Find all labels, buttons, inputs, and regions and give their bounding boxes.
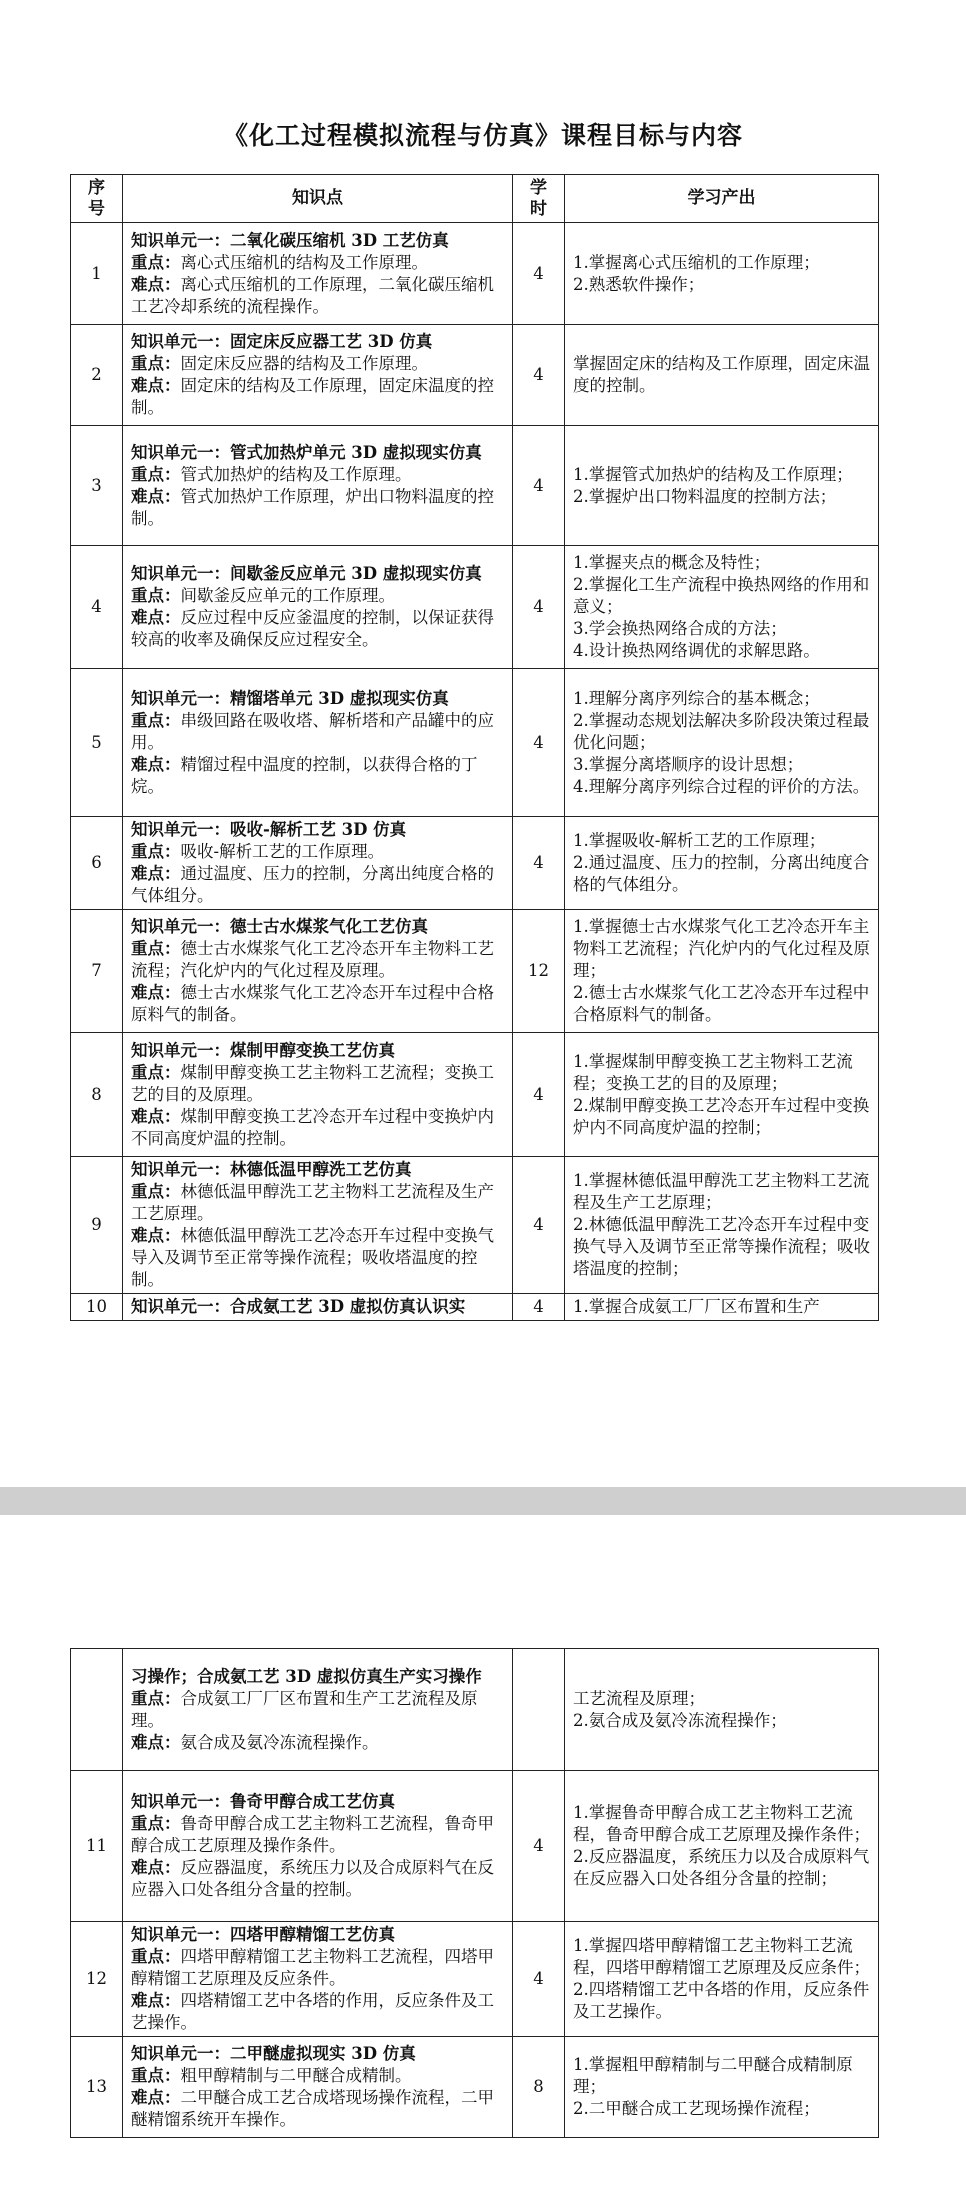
hours-cell: 4 bbox=[513, 426, 565, 546]
header-knowledge: 知识点 bbox=[123, 175, 513, 223]
output-cell bbox=[565, 1649, 879, 1771]
output-line: 2.四塔精馏工艺中各塔的作用，反应条件及工艺操作。 bbox=[573, 1980, 870, 2021]
output-line: 2.煤制甲醇变换工艺冷态开车过程中变换炉内不同高度炉温的控制； bbox=[573, 1095, 870, 1137]
row-number: 10 bbox=[71, 1294, 123, 1321]
output-cell bbox=[565, 223, 879, 325]
difficulty-text: 林德低温甲醇洗工艺冷态开车过程中变换气导入及调节至正常等操作流程；吸收塔温度的控制。 bbox=[131, 1226, 494, 1289]
table-header bbox=[71, 175, 879, 223]
output-line: 1.掌握林德低温甲醇洗工艺主物料工艺流程及生产工艺原理； bbox=[573, 1171, 870, 1212]
key-point bbox=[131, 1181, 504, 1225]
difficulty bbox=[131, 486, 504, 530]
output-line: 2.林德低温甲醇洗工艺冷态开车过程中变换气导入及调节至正常等操作流程；吸收塔温度的控制； bbox=[573, 1215, 870, 1278]
difficulty-label: 难点： bbox=[131, 274, 181, 294]
knowledge-unit-title: 知识单元一：合成氨工艺 3D 虚拟仿真认识实 bbox=[131, 1297, 466, 1316]
knowledge-unit-title: 知识单元一：精馏塔单元 3D 虚拟现实仿真 bbox=[131, 688, 449, 708]
course-table-page-2 bbox=[70, 1648, 879, 2138]
table-body-page-1 bbox=[71, 223, 879, 1321]
hours-cell: 4 bbox=[513, 1771, 565, 1922]
difficulty-label: 难点： bbox=[131, 1226, 181, 1245]
table-row bbox=[71, 1033, 879, 1157]
row-number: 4 bbox=[71, 546, 123, 669]
output-cell bbox=[565, 1294, 879, 1321]
key-point-text: 林德低温甲醇洗工艺主物料工艺流程及生产工艺原理。 bbox=[131, 1182, 494, 1223]
output-cell bbox=[565, 1157, 879, 1294]
output-line: 1.掌握粗甲醇精制与二甲醚合成精制原理； bbox=[573, 2055, 853, 2096]
knowledge-cell bbox=[123, 817, 513, 910]
difficulty bbox=[131, 982, 504, 1026]
difficulty-label: 难点： bbox=[131, 486, 181, 506]
key-point-label: 重点： bbox=[131, 1062, 181, 1082]
key-point bbox=[131, 2065, 504, 2087]
difficulty-text: 通过温度、压力的控制，分离出纯度合格的气体组分。 bbox=[131, 864, 494, 905]
output-line: 2.熟悉软件操作； bbox=[573, 274, 705, 294]
key-point-label: 重点： bbox=[131, 586, 181, 605]
difficulty bbox=[131, 1225, 504, 1291]
header-output: 学习产出 bbox=[565, 175, 879, 223]
output-cell bbox=[565, 1033, 879, 1157]
knowledge-cell bbox=[123, 1033, 513, 1157]
table-row bbox=[71, 1294, 879, 1321]
output-line: 1.掌握离心式压缩机的工作原理； bbox=[573, 252, 820, 272]
output-line: 1.掌握四塔甲醇精馏工艺主物料工艺流程，四塔甲醇精馏工艺原理及反应条件； bbox=[573, 1936, 870, 1977]
table-row bbox=[71, 546, 879, 669]
hours-cell: 4 bbox=[513, 1294, 565, 1321]
key-point-label: 重点： bbox=[131, 939, 181, 958]
difficulty-text: 离心式压缩机的工作原理，二氧化碳压缩机工艺冷却系统的流程操作。 bbox=[131, 274, 494, 316]
key-point-label: 重点： bbox=[131, 252, 181, 272]
difficulty-text: 氨合成及氨冷冻流程操作。 bbox=[180, 1732, 379, 1752]
output-line: 2.德士古水煤浆气化工艺冷态开车过程中合格原料气的制备。 bbox=[573, 983, 870, 1024]
difficulty-text: 精馏过程中温度的控制，以获得合格的丁烷。 bbox=[131, 754, 478, 796]
output-line: 3.学会换热网络合成的方法； bbox=[573, 619, 787, 638]
row-number: 8 bbox=[71, 1033, 123, 1157]
difficulty bbox=[131, 1990, 504, 2034]
key-point-label: 重点： bbox=[131, 1947, 181, 1966]
key-point-label: 重点： bbox=[131, 2066, 181, 2085]
key-point bbox=[131, 841, 504, 863]
difficulty-label: 难点： bbox=[131, 864, 181, 883]
table-row bbox=[71, 1922, 879, 2037]
hours-cell: 8 bbox=[513, 2037, 565, 2138]
knowledge-cell bbox=[123, 1771, 513, 1922]
knowledge-unit-title: 知识单元一：二甲醚虚拟现实 3D 仿真 bbox=[131, 2044, 416, 2063]
hours-cell: 4 bbox=[513, 325, 565, 426]
difficulty bbox=[131, 1732, 504, 1754]
knowledge-cell bbox=[123, 325, 513, 426]
table-row bbox=[71, 426, 879, 546]
key-point-text: 四塔甲醇精馏工艺主物料工艺流程，四塔甲醇精馏工艺原理及反应条件。 bbox=[131, 1947, 494, 1988]
hours-cell bbox=[513, 1649, 565, 1771]
difficulty-text: 四塔精馏工艺中各塔的作用，反应条件及工艺操作。 bbox=[131, 1991, 494, 2032]
key-point-label: 重点： bbox=[131, 842, 181, 861]
difficulty-label: 难点： bbox=[131, 376, 181, 395]
key-point bbox=[131, 464, 504, 486]
document-title: 《化工过程模拟流程与仿真》课程目标与内容 bbox=[222, 121, 743, 150]
difficulty-label: 难点： bbox=[131, 754, 181, 774]
difficulty-label: 难点： bbox=[131, 1732, 181, 1752]
hours-cell: 4 bbox=[513, 669, 565, 817]
difficulty-text: 固定床的结构及工作原理，固定床温度的控制。 bbox=[131, 376, 494, 417]
knowledge-cell bbox=[123, 546, 513, 669]
difficulty-text: 反应过程中反应釜温度的控制，以保证获得较高的收率及确保反应过程安全。 bbox=[131, 608, 494, 649]
table-row bbox=[71, 669, 879, 817]
key-point-text: 煤制甲醇变换工艺主物料工艺流程；变换工艺的目的及原理。 bbox=[131, 1062, 494, 1104]
knowledge-cell bbox=[123, 669, 513, 817]
knowledge-cell bbox=[123, 910, 513, 1033]
key-point-label: 重点： bbox=[131, 1688, 181, 1708]
knowledge-cell bbox=[123, 223, 513, 325]
output-line: 1.掌握煤制甲醇变换工艺主物料工艺流程；变换工艺的目的及原理； bbox=[573, 1051, 853, 1093]
output-line: 2.掌握化工生产流程中换热网络的作用和意义； bbox=[573, 575, 870, 616]
output-line: 1.掌握合成氨工厂厂区布置和生产 bbox=[573, 1297, 820, 1316]
difficulty bbox=[131, 863, 504, 907]
key-point-text: 离心式压缩机的结构及工作原理。 bbox=[180, 252, 428, 272]
difficulty bbox=[131, 2087, 504, 2131]
key-point-label: 重点： bbox=[131, 710, 181, 730]
hours-cell: 12 bbox=[513, 910, 565, 1033]
output-line: 1.掌握管式加热炉的结构及工作原理； bbox=[573, 464, 853, 484]
row-number: 9 bbox=[71, 1157, 123, 1294]
table-row bbox=[71, 910, 879, 1033]
output-line: 工艺流程及原理； bbox=[573, 1688, 705, 1708]
output-line: 1.掌握夹点的概念及特性； bbox=[573, 553, 771, 572]
row-number bbox=[71, 1649, 123, 1771]
knowledge-unit-title: 习操作；合成氨工艺 3D 虚拟仿真生产实习操作 bbox=[131, 1666, 482, 1686]
row-number: 13 bbox=[71, 2037, 123, 2138]
table-row bbox=[71, 325, 879, 426]
key-point-label: 重点： bbox=[131, 1182, 181, 1201]
output-line: 4.理解分离序列综合过程的评价的方法。 bbox=[573, 776, 870, 796]
difficulty-text: 管式加热炉工作原理，炉出口物料温度的控制。 bbox=[131, 486, 494, 528]
table-row bbox=[71, 223, 879, 325]
row-number: 5 bbox=[71, 669, 123, 817]
output-line: 4.设计换热网络调优的求解思路。 bbox=[573, 641, 820, 660]
knowledge-unit-title: 知识单元一：间歇釜反应单元 3D 虚拟现实仿真 bbox=[131, 564, 482, 583]
output-line: 1.掌握鲁奇甲醇合成工艺主物料工艺流程，鲁奇甲醇合成工艺原理及操作条件； bbox=[573, 1803, 870, 1844]
difficulty bbox=[131, 274, 504, 318]
key-point bbox=[131, 353, 504, 375]
key-point-label: 重点： bbox=[131, 464, 181, 484]
key-point-text: 吸收-解析工艺的工作原理。 bbox=[180, 842, 385, 861]
key-point-text: 串级回路在吸收塔、解析塔和产品罐中的应用。 bbox=[131, 710, 494, 752]
knowledge-unit-title: 知识单元一：固定床反应器工艺 3D 仿真 bbox=[131, 332, 433, 351]
difficulty-label: 难点： bbox=[131, 1858, 181, 1877]
key-point bbox=[131, 938, 504, 982]
key-point bbox=[131, 710, 504, 754]
key-point-text: 固定床反应器的结构及工作原理。 bbox=[180, 354, 428, 373]
difficulty bbox=[131, 1106, 504, 1150]
knowledge-unit-title: 知识单元一：德士古水煤浆气化工艺仿真 bbox=[131, 917, 428, 936]
key-point-label: 重点： bbox=[131, 354, 181, 373]
table-row bbox=[71, 1157, 879, 1294]
knowledge-unit-title: 知识单元一：二氧化碳压缩机 3D 工艺仿真 bbox=[131, 230, 449, 250]
output-line: 2.氨合成及氨冷冻流程操作； bbox=[573, 1710, 787, 1730]
output-line: 掌握固定床的结构及工作原理，固定床温度的控制。 bbox=[573, 354, 870, 395]
output-line: 1.掌握吸收-解析工艺的工作原理； bbox=[573, 831, 826, 850]
key-point-text: 间歇釜反应单元的工作原理。 bbox=[180, 586, 395, 605]
row-number: 2 bbox=[71, 325, 123, 426]
key-point-text: 德士古水煤浆气化工艺冷态开车主物料工艺流程；汽化炉内的气化过程及原理。 bbox=[131, 939, 494, 980]
output-line: 3.掌握分离塔顺序的设计思想； bbox=[573, 754, 804, 774]
row-number: 7 bbox=[71, 910, 123, 1033]
table-row bbox=[71, 817, 879, 910]
hours-cell: 4 bbox=[513, 1157, 565, 1294]
difficulty-text: 反应器温度，系统压力以及合成原料气在反应器入口处各组分含量的控制。 bbox=[131, 1858, 494, 1899]
table-row bbox=[71, 2037, 879, 2138]
knowledge-cell bbox=[123, 1294, 513, 1321]
output-cell bbox=[565, 325, 879, 426]
knowledge-unit-title: 知识单元一：林德低温甲醇洗工艺仿真 bbox=[131, 1160, 412, 1179]
output-cell bbox=[565, 546, 879, 669]
difficulty-text: 煤制甲醇变换工艺冷态开车过程中变换炉内不同高度炉温的控制。 bbox=[131, 1106, 494, 1148]
knowledge-unit-title: 知识单元一：鲁奇甲醇合成工艺仿真 bbox=[131, 1792, 395, 1811]
difficulty bbox=[131, 375, 504, 419]
row-number: 11 bbox=[71, 1771, 123, 1922]
hours-cell: 4 bbox=[513, 817, 565, 910]
key-point-text: 合成氨工厂厂区布置和生产工艺流程及原理。 bbox=[131, 1688, 478, 1730]
key-point bbox=[131, 1946, 504, 1990]
knowledge-cell bbox=[123, 2037, 513, 2138]
key-point bbox=[131, 1813, 504, 1857]
row-number: 12 bbox=[71, 1922, 123, 2037]
output-cell bbox=[565, 1771, 879, 1922]
output-line: 2.二甲醚合成工艺现场操作流程； bbox=[573, 2099, 820, 2118]
difficulty bbox=[131, 607, 504, 651]
key-point-text: 粗甲醇精制与二甲醚合成精制。 bbox=[180, 2066, 412, 2085]
key-point-text: 管式加热炉的结构及工作原理。 bbox=[180, 464, 412, 484]
output-line: 2.掌握动态规划法解决多阶段决策过程最优化问题； bbox=[573, 710, 870, 752]
output-cell bbox=[565, 669, 879, 817]
table-row bbox=[71, 1771, 879, 1922]
output-line: 2.反应器温度，系统压力以及合成原料气在反应器入口处各组分含量的控制； bbox=[573, 1847, 870, 1888]
key-point-text: 鲁奇甲醇合成工艺主物料工艺流程，鲁奇甲醇合成工艺原理及操作条件。 bbox=[131, 1814, 494, 1855]
key-point bbox=[131, 585, 504, 607]
hours-cell: 4 bbox=[513, 223, 565, 325]
output-cell bbox=[565, 910, 879, 1033]
key-point bbox=[131, 1062, 504, 1106]
difficulty-text: 二甲醚合成工艺合成塔现场操作流程，二甲醚精馏系统开车操作。 bbox=[131, 2088, 494, 2129]
difficulty-label: 难点： bbox=[131, 608, 181, 627]
difficulty bbox=[131, 754, 504, 798]
knowledge-unit-title: 知识单元一：煤制甲醇变换工艺仿真 bbox=[131, 1040, 395, 1060]
knowledge-cell bbox=[123, 1922, 513, 2037]
key-point-label: 重点： bbox=[131, 1814, 181, 1833]
knowledge-unit-title: 知识单元一：吸收-解析工艺 3D 仿真 bbox=[131, 820, 407, 839]
difficulty-label: 难点： bbox=[131, 2088, 181, 2107]
difficulty bbox=[131, 1857, 504, 1901]
row-number: 1 bbox=[71, 223, 123, 325]
page-separator bbox=[0, 1487, 966, 1515]
knowledge-cell bbox=[123, 1649, 513, 1771]
row-number: 6 bbox=[71, 817, 123, 910]
header-hours: 学时 bbox=[513, 175, 565, 223]
knowledge-cell bbox=[123, 1157, 513, 1294]
output-line: 1.掌握德士古水煤浆气化工艺冷态开车主物料工艺流程；汽化炉内的气化过程及原理； bbox=[573, 917, 870, 980]
knowledge-cell bbox=[123, 426, 513, 546]
output-cell bbox=[565, 1922, 879, 2037]
output-line: 1.理解分离序列综合的基本概念； bbox=[573, 688, 820, 708]
difficulty-text: 德士古水煤浆气化工艺冷态开车过程中合格原料气的制备。 bbox=[131, 983, 494, 1024]
table-row bbox=[71, 1649, 879, 1771]
hours-cell: 4 bbox=[513, 1033, 565, 1157]
key-point bbox=[131, 252, 504, 274]
output-cell bbox=[565, 426, 879, 546]
output-line: 2.掌握炉出口物料温度的控制方法； bbox=[573, 486, 837, 506]
difficulty-label: 难点： bbox=[131, 1106, 181, 1126]
key-point bbox=[131, 1688, 504, 1732]
hours-cell: 4 bbox=[513, 546, 565, 669]
knowledge-unit-title: 知识单元一：四塔甲醇精馏工艺仿真 bbox=[131, 1925, 395, 1944]
table-body-page-2 bbox=[71, 1649, 879, 2138]
header-seq: 序号 bbox=[71, 175, 123, 223]
knowledge-unit-title: 知识单元一：管式加热炉单元 3D 虚拟现实仿真 bbox=[131, 442, 482, 462]
difficulty-label: 难点： bbox=[131, 1991, 181, 2010]
row-number: 3 bbox=[71, 426, 123, 546]
output-cell bbox=[565, 2037, 879, 2138]
output-line: 2.通过温度、压力的控制，分离出纯度合格的气体组分。 bbox=[573, 853, 870, 894]
output-cell bbox=[565, 817, 879, 910]
difficulty-label: 难点： bbox=[131, 983, 181, 1002]
hours-cell: 4 bbox=[513, 1922, 565, 2037]
course-table-page-1 bbox=[70, 174, 879, 1321]
